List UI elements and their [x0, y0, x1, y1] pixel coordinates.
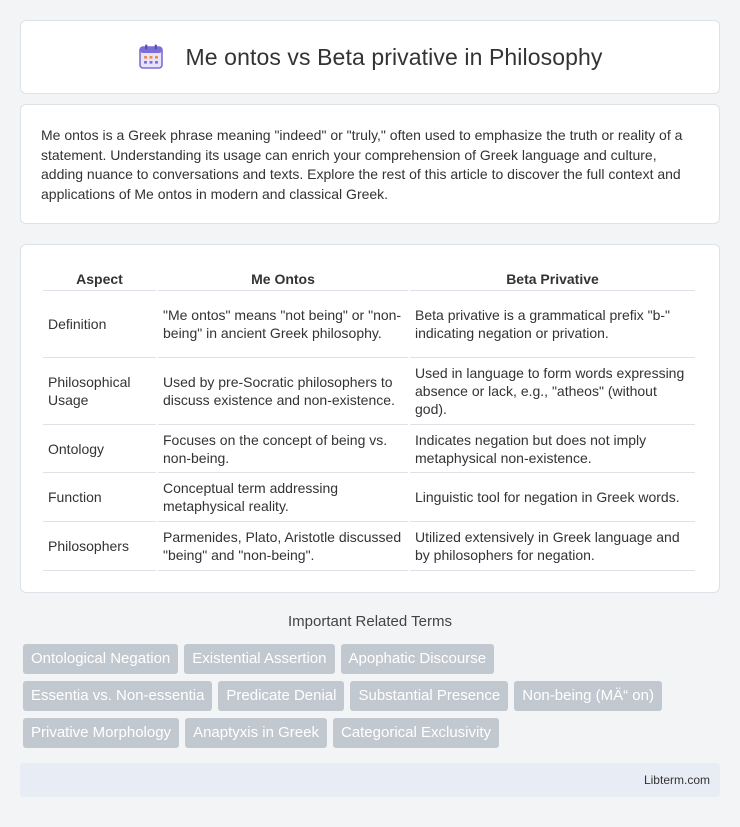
- footer-brand-link[interactable]: Libterm.com: [643, 773, 710, 787]
- related-term-tag[interactable]: Existential Assertion: [184, 644, 334, 674]
- table-cell-aspect: Definition: [43, 291, 156, 358]
- title-card: [20, 20, 720, 94]
- related-term-tag[interactable]: Non-being (MÄ“ on): [514, 681, 662, 711]
- table-cell-beta-privative: Beta privative is a grammatical prefix "b-" indicating negation or privation.: [410, 291, 695, 358]
- table-row: [43, 522, 695, 571]
- related-term-tag[interactable]: Essentia vs. Non-essentia: [23, 681, 212, 711]
- page-title: Me ontos vs Beta privative in Philosophy: [185, 43, 603, 70]
- comparison-table-card: [20, 244, 720, 593]
- table-cell-me-ontos: Focuses on the concept of being vs. non-being.: [158, 425, 408, 473]
- related-term-tag[interactable]: Privative Morphology: [23, 718, 179, 748]
- calendar-icon: [138, 44, 164, 70]
- table-cell-aspect: Function: [43, 473, 156, 522]
- related-term-tag[interactable]: Substantial Presence: [350, 681, 508, 711]
- header-aspect: Aspect: [43, 265, 156, 291]
- table-cell-aspect: Ontology: [43, 425, 156, 473]
- tag-row: [23, 644, 723, 674]
- table-cell-me-ontos: Used by pre-Socratic philosophers to discuss existence and non-existence.: [158, 358, 408, 425]
- related-term-tag[interactable]: Predicate Denial: [218, 681, 344, 711]
- table-cell-me-ontos: Conceptual term addressing metaphysical reality.: [158, 473, 408, 522]
- header-beta-privative: Beta Privative: [410, 265, 695, 291]
- table-cell-beta-privative: Utilized extensively in Greek language and by philosophers for negation.: [410, 522, 695, 571]
- related-term-tag[interactable]: Ontological Negation: [23, 644, 178, 674]
- comparison-table: [41, 265, 697, 571]
- table-header-row: [43, 265, 695, 291]
- table-row: [43, 358, 695, 425]
- footer: [20, 763, 720, 797]
- tag-row: [23, 718, 723, 748]
- related-terms-title: Important Related Terms: [288, 613, 452, 630]
- table-row: [43, 291, 695, 358]
- table-cell-aspect: Philosophers: [43, 522, 156, 571]
- table-cell-me-ontos: "Me ontos" means "not being" or "non-being" in ancient Greek philosophy.: [158, 291, 408, 358]
- intro-card: [20, 104, 720, 224]
- related-term-tag[interactable]: Apophatic Discourse: [341, 644, 495, 674]
- tag-row: [23, 681, 723, 711]
- table-cell-beta-privative: Indicates negation but does not imply metaphysical non-existence.: [410, 425, 695, 473]
- table-row: [43, 425, 695, 473]
- table-row: [43, 473, 695, 522]
- related-terms-list: [23, 644, 723, 755]
- table-cell-aspect: Philosophical Usage: [43, 358, 156, 425]
- table-cell-beta-privative: Linguistic tool for negation in Greek words.: [410, 473, 695, 522]
- related-term-tag[interactable]: Categorical Exclusivity: [333, 718, 499, 748]
- table-cell-me-ontos: Parmenides, Plato, Aristotle discussed "being" and "non-being".: [158, 522, 408, 571]
- table-cell-beta-privative: Used in language to form words expressing absence or lack, e.g., "atheos" (without god).: [410, 358, 695, 425]
- related-term-tag[interactable]: Anaptyxis in Greek: [185, 718, 327, 748]
- intro-text: Me ontos is a Greek phrase meaning "indeed" or "truly," often used to emphasize the truth or reality of a statement. Understanding its usage can enrich your comprehension of Greek language and culture, adding nuance to conversations and texts. Explore the rest of this article to discover the full context and applications of Me ontos in modern and classical Greek.: [41, 127, 683, 202]
- header-me-ontos: Me Ontos: [158, 265, 408, 291]
